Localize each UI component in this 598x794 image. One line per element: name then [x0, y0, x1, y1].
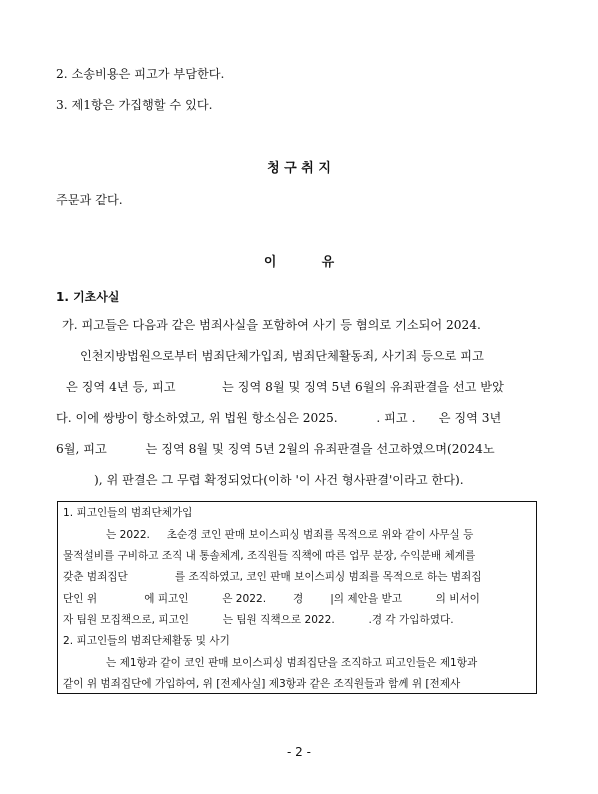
- box-line-9: 같이 위 범죄집단에 가입하여, 위 [전제사실] 제3항과 같은 조직원들과 함께 위 [전제사: [63, 678, 461, 690]
- order-item-3: 3. 제1항은 가집행할 수 있다.: [56, 98, 213, 112]
- paragraph-line-2: 인천지방법원으로부터 범죄단체가입죄, 범죄단체활동죄, 사기죄 등으로 피고: [80, 349, 484, 363]
- section-title-basic-facts: 1. 기초사실: [56, 290, 120, 304]
- paragraph-line-6: ), 위 판결은 그 무렵 확정되었다(이하 '이 사건 형사판결'이라고 한다).: [94, 473, 464, 487]
- paragraph-line-4: 다. 이에 쌍방이 항소하였고, 위 법원 항소심은 2025. . 피고 . 은 징역 3년: [56, 411, 502, 425]
- box-line-4: 갖춘 범죄집단 를 조직하였고, 코인 판매 보이스피싱 범죄를 목적으로 하는 범죄집: [63, 571, 482, 583]
- paragraph-line-1: 가. 피고들은 다음과 같은 범죄사실을 포함하여 사기 등 혐의로 기소되어 2024.: [62, 318, 481, 332]
- reason-heading: 이 유: [263, 255, 335, 270]
- paragraph-line-3: 은 징역 4년 등, 피고 는 징역 8월 및 징역 5년 6월의 유죄판결을 선고 받았: [66, 380, 504, 394]
- box-line-3: 물적설비를 구비하고 조직 내 통솔체계, 조직원들 직책에 따른 업무 분장, 수익분배 체계를: [63, 550, 476, 562]
- box-line-5: 단인 위 에 피고인 은 2022. 경 |의 제안을 받고 의 비서이: [63, 593, 480, 605]
- claim-text: 주문과 같다.: [56, 193, 123, 207]
- paragraph-line-5: 6월, 피고 는 징역 8월 및 징역 5년 2월의 유죄판결을 선고하였으며(2024노: [56, 442, 495, 456]
- page-number: - 2 -: [287, 745, 311, 759]
- claim-heading: 청 구 취 지: [267, 161, 331, 176]
- box-line-8: 는 제1항과 같이 코인 판매 보이스피싱 범죄집단을 조직하고 피고인들은 제1항과: [106, 657, 478, 669]
- box-line-6: 자 팀원 모집책으로, 피고인 는 팀원 직책으로 2022. .경 각 가입하였다.: [63, 614, 454, 626]
- box-line-2: 는 2022. 초순경 코인 판매 보이스피싱 범죄를 목적으로 위와 같이 사무실 등: [106, 529, 474, 541]
- box-line-7: 2. 피고인들의 범죄단체활동 및 사기: [63, 635, 230, 647]
- criminal-facts-box: [57, 501, 537, 694]
- box-line-1: 1. 피고인들의 범죄단체가입: [63, 507, 193, 519]
- order-item-2: 2. 소송비용은 피고가 부담한다.: [56, 67, 225, 81]
